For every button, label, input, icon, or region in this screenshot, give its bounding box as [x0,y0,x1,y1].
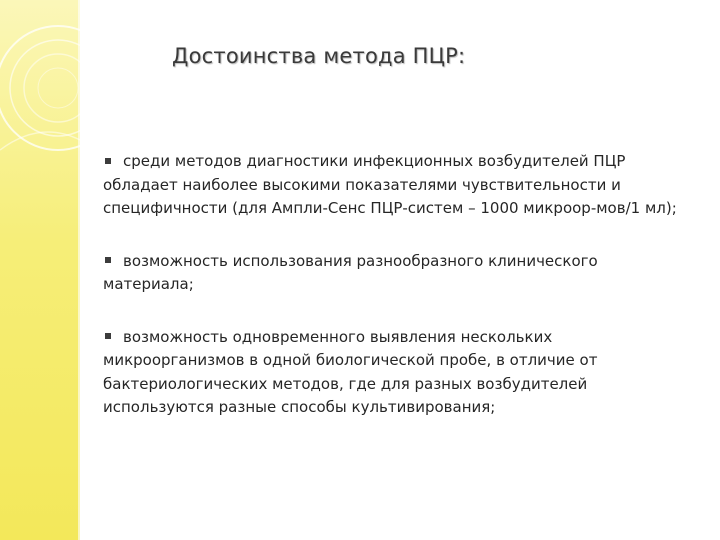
bullet-text: возможность одновременного выявления нескольких микроорганизмов в одной биологической пробе, в отличие от бактериологических методов, где для разных возбудителей используются разные способы культивирования; [103,327,598,416]
square-bullet-icon [105,158,111,164]
bullet-text: среди методов диагностики инфекционных возбудителей ПЦР обладает наиболее высокими показателями чувствительности и специфичности (для Ампли-Сенс ПЦР-систем – 1000 микроор-мов/1 мл); [103,152,677,217]
bullet-list [103,150,683,449]
slide-title: Достоинства метода ПЦР: [172,44,466,68]
side-band [0,0,80,540]
bullet-item [103,250,683,297]
concentric-circles-decoration [0,0,80,190]
bullet-text: возможность использования разнообразного клинического материала; [103,251,598,293]
bullet-item [103,150,683,221]
square-bullet-icon [105,257,111,263]
square-bullet-icon [105,333,111,339]
bullet-item [103,326,683,420]
